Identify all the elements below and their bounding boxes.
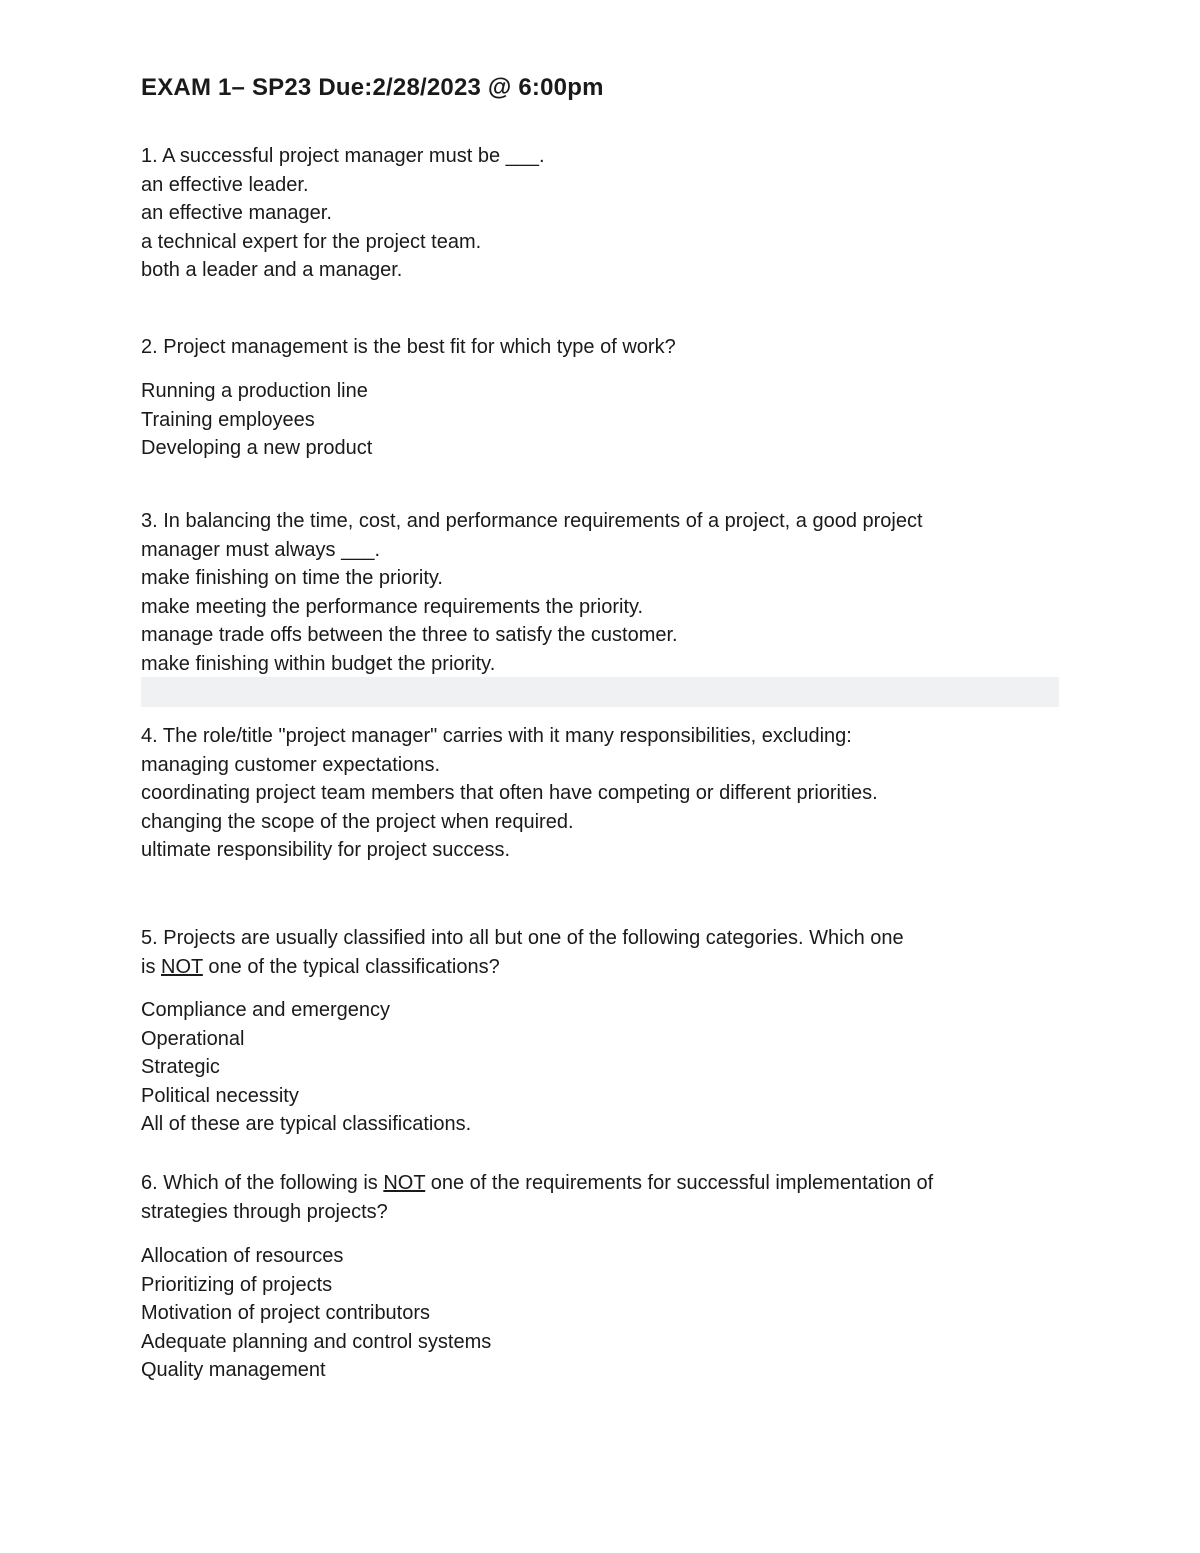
question-5-option: Operational <box>141 1027 245 1050</box>
question-2-option: Running a production line <box>141 380 368 402</box>
question-1 <box>141 142 545 285</box>
question-2-option: Training employees <box>141 408 315 431</box>
question-6-option: Quality management <box>141 1359 326 1381</box>
question-4-option: changing the scope of the project when required. <box>141 810 574 833</box>
question-6-not-emphasis: NOT <box>383 1172 426 1194</box>
question-6-text <box>141 1169 933 1198</box>
question-1-option: a technical expert for the project team. <box>141 230 482 253</box>
question-1-option: an effective manager. <box>141 202 332 224</box>
question-5-options <box>141 996 471 1139</box>
question-5-text-pre: is <box>141 955 161 978</box>
question-1-text: 1. A successful project manager must be ___. <box>141 145 545 167</box>
question-3 <box>141 507 923 678</box>
question-2 <box>141 333 676 362</box>
question-3-option: make finishing on time the priority. <box>141 567 443 589</box>
question-5-not-emphasis: NOT <box>161 955 203 978</box>
question-6-text-continued: strategies through projects? <box>141 1200 388 1223</box>
question-1-option: an effective leader. <box>141 173 309 196</box>
question-6-option: Prioritizing of projects <box>141 1273 333 1296</box>
shaded-divider <box>141 677 1059 707</box>
question-2-option: Developing a new product <box>141 437 373 459</box>
question-4-text: 4. The role/title "project manager" carries with it many responsibilities, excluding: <box>141 725 852 747</box>
question-6-text-post: one of the requirements for successful implementation of <box>425 1172 934 1194</box>
question-6-text-pre: 6. Which of the following is <box>141 1172 384 1194</box>
question-6-option: Motivation of project contributors <box>141 1302 431 1324</box>
question-5-option: Strategic <box>141 1056 220 1078</box>
question-6-options <box>141 1242 491 1385</box>
question-3-option: manage trade offs between the three to satisfy the customer. <box>141 624 678 646</box>
question-3-option: make meeting the performance requirements the priority. <box>141 595 644 618</box>
question-4-option: coordinating project team members that often have competing or different priorities. <box>141 782 878 804</box>
exam-title: EXAM 1– SP23 Due:2/28/2023 @ 6:00pm <box>141 74 604 101</box>
question-5-option: All of these are typical classifications. <box>141 1113 472 1135</box>
question-6 <box>141 1169 933 1226</box>
question-3-option: make finishing within budget the priority. <box>141 652 496 675</box>
question-5-option: Political necessity <box>141 1084 299 1107</box>
question-5-text-post: one of the typical classifications? <box>202 955 500 978</box>
question-3-text: 3. In balancing the time, cost, and performance requirements of a project, a good project <box>141 510 923 532</box>
question-2-text: 2. Project management is the best fit for which type of work? <box>141 336 676 358</box>
question-5-option: Compliance and emergency <box>141 999 391 1021</box>
question-3-text-continued: manager must always ___. <box>141 538 381 561</box>
question-5-text: 5. Projects are usually classified into all but one of the following categories. Which one <box>141 927 904 949</box>
question-6-option: Allocation of resources <box>141 1245 344 1267</box>
question-2-options <box>141 377 372 463</box>
question-4-option: ultimate responsibility for project success. <box>141 839 511 861</box>
question-5-text-continued <box>141 953 904 982</box>
question-1-option: both a leader and a manager. <box>141 259 403 281</box>
question-4 <box>141 722 878 865</box>
question-5 <box>141 924 904 981</box>
question-6-option: Adequate planning and control systems <box>141 1330 492 1353</box>
question-4-option: managing customer expectations. <box>141 753 441 776</box>
